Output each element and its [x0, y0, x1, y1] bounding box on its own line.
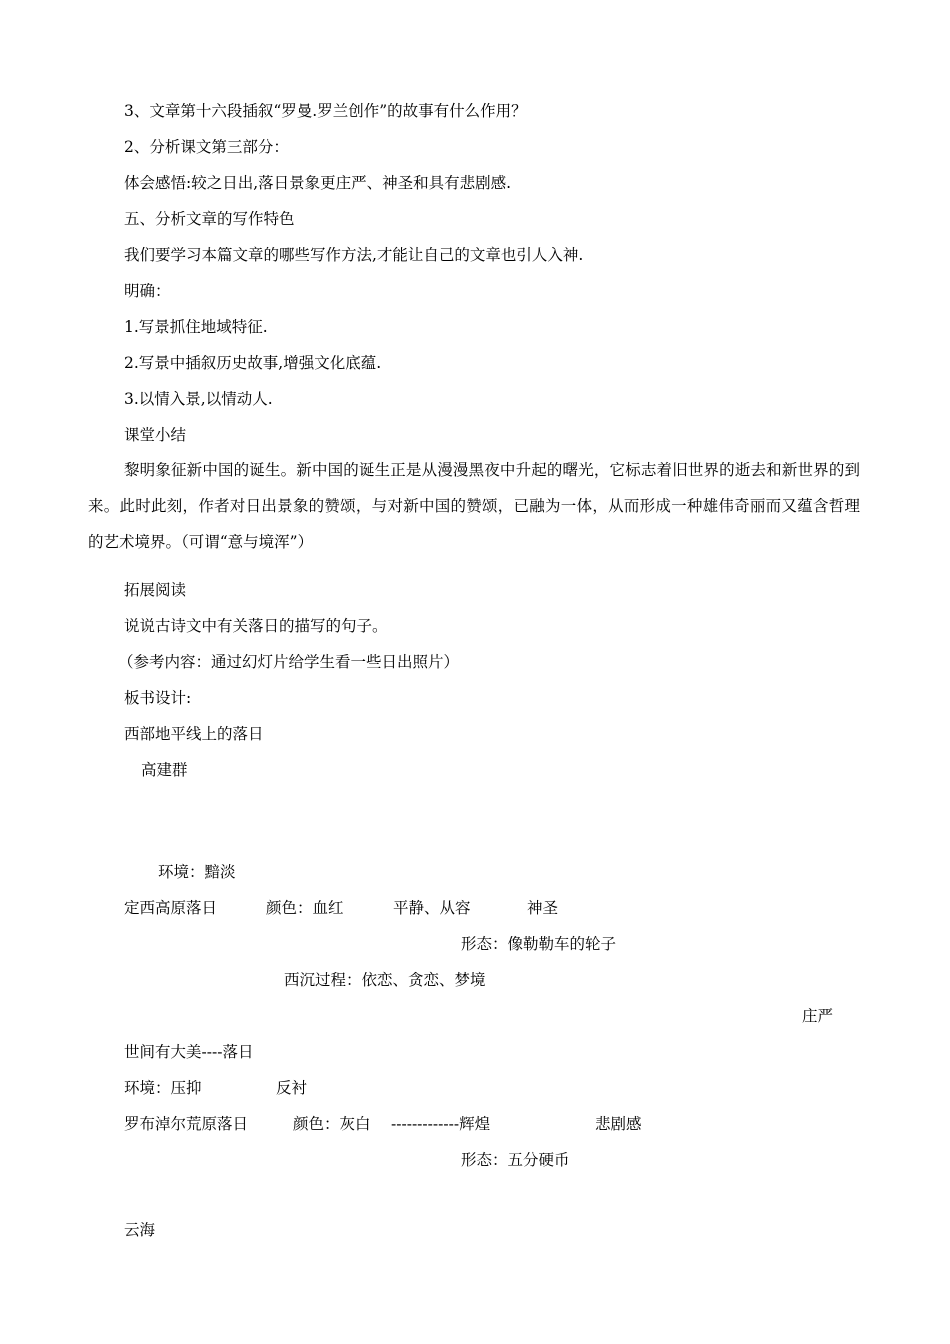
extension-reference: （参考内容：通过幻灯片给学生看一些日出照片）	[118, 653, 460, 671]
dingxi-sunset-label: 定西高原落日	[124, 899, 218, 917]
extension-task: 说说古诗文中有关落日的描写的句子。	[124, 617, 388, 635]
point-2: 2.写景中插叙历史故事,增强文化底蕴.	[124, 354, 382, 372]
lopnur-environment: 环境：压抑	[124, 1079, 202, 1097]
point-3: 3.以情入景,以情动人.	[124, 390, 273, 408]
summary-heading: 课堂小结	[124, 426, 187, 444]
sinking-process: 西沉过程：依恋、贪恋、梦境	[284, 971, 486, 989]
reflection-line: 体会感悟:较之日出,落日景象更庄严、神圣和具有悲剧感.	[124, 174, 512, 192]
lopnur-sunset-label: 罗布淖尔荒原落日	[124, 1115, 249, 1133]
dingxi-color: 颜色：血红	[266, 899, 344, 917]
section-five-heading: 五、分析文章的写作特色	[124, 210, 295, 228]
dingxi-shape: 形态：像勒勒车的轮子	[461, 935, 617, 953]
board-design-heading: 板书设计:	[124, 689, 192, 707]
writing-method-question: 我们要学习本篇文章的哪些写作方法,才能让自己的文章也引人入神.	[124, 246, 584, 264]
analysis-part-three: 2、分析课文第三部分：	[124, 138, 289, 156]
summary-paragraph: 黎明象征新中国的诞生。新中国的诞生正是从漫漫黑夜中升起的曙光，它标志着旧世界的逝去和新世界的到来。此时此刻，作者对日出景象的赞颂，与对新中国的赞颂，已融为一体，从而形成一种雄伟奇丽而又蕴含哲理的艺术境界。（可谓“意与境浑”）	[88, 461, 860, 551]
clarify-label: 明确：	[124, 282, 171, 300]
contrast-label: 反衬	[276, 1079, 308, 1097]
point-1: 1.写景抓住地域特征.	[124, 318, 268, 336]
solemn-label: 庄严	[802, 1007, 834, 1025]
dingxi-calm: 平静、从容	[393, 899, 471, 917]
lopnur-shape: 形态：五分硬币	[461, 1151, 570, 1169]
tragic-label: 悲剧感	[595, 1115, 642, 1133]
board-author: 高建群	[141, 761, 188, 779]
great-beauty-line: 世间有大美----落日	[124, 1043, 254, 1061]
extension-heading: 拓展阅读	[124, 581, 187, 599]
brilliant-dashes: -------------辉煌	[391, 1115, 491, 1133]
dingxi-sacred: 神圣	[527, 899, 559, 917]
dingxi-environment: 环境：黯淡	[158, 863, 236, 881]
cloud-sea-label: 云海	[124, 1221, 156, 1239]
question-3: 3、文章第十六段插叙“罗曼.罗兰创作”的故事有什么作用？	[124, 102, 527, 120]
board-title: 西部地平线上的落日	[124, 725, 264, 743]
lopnur-color: 颜色：灰白	[293, 1115, 371, 1133]
